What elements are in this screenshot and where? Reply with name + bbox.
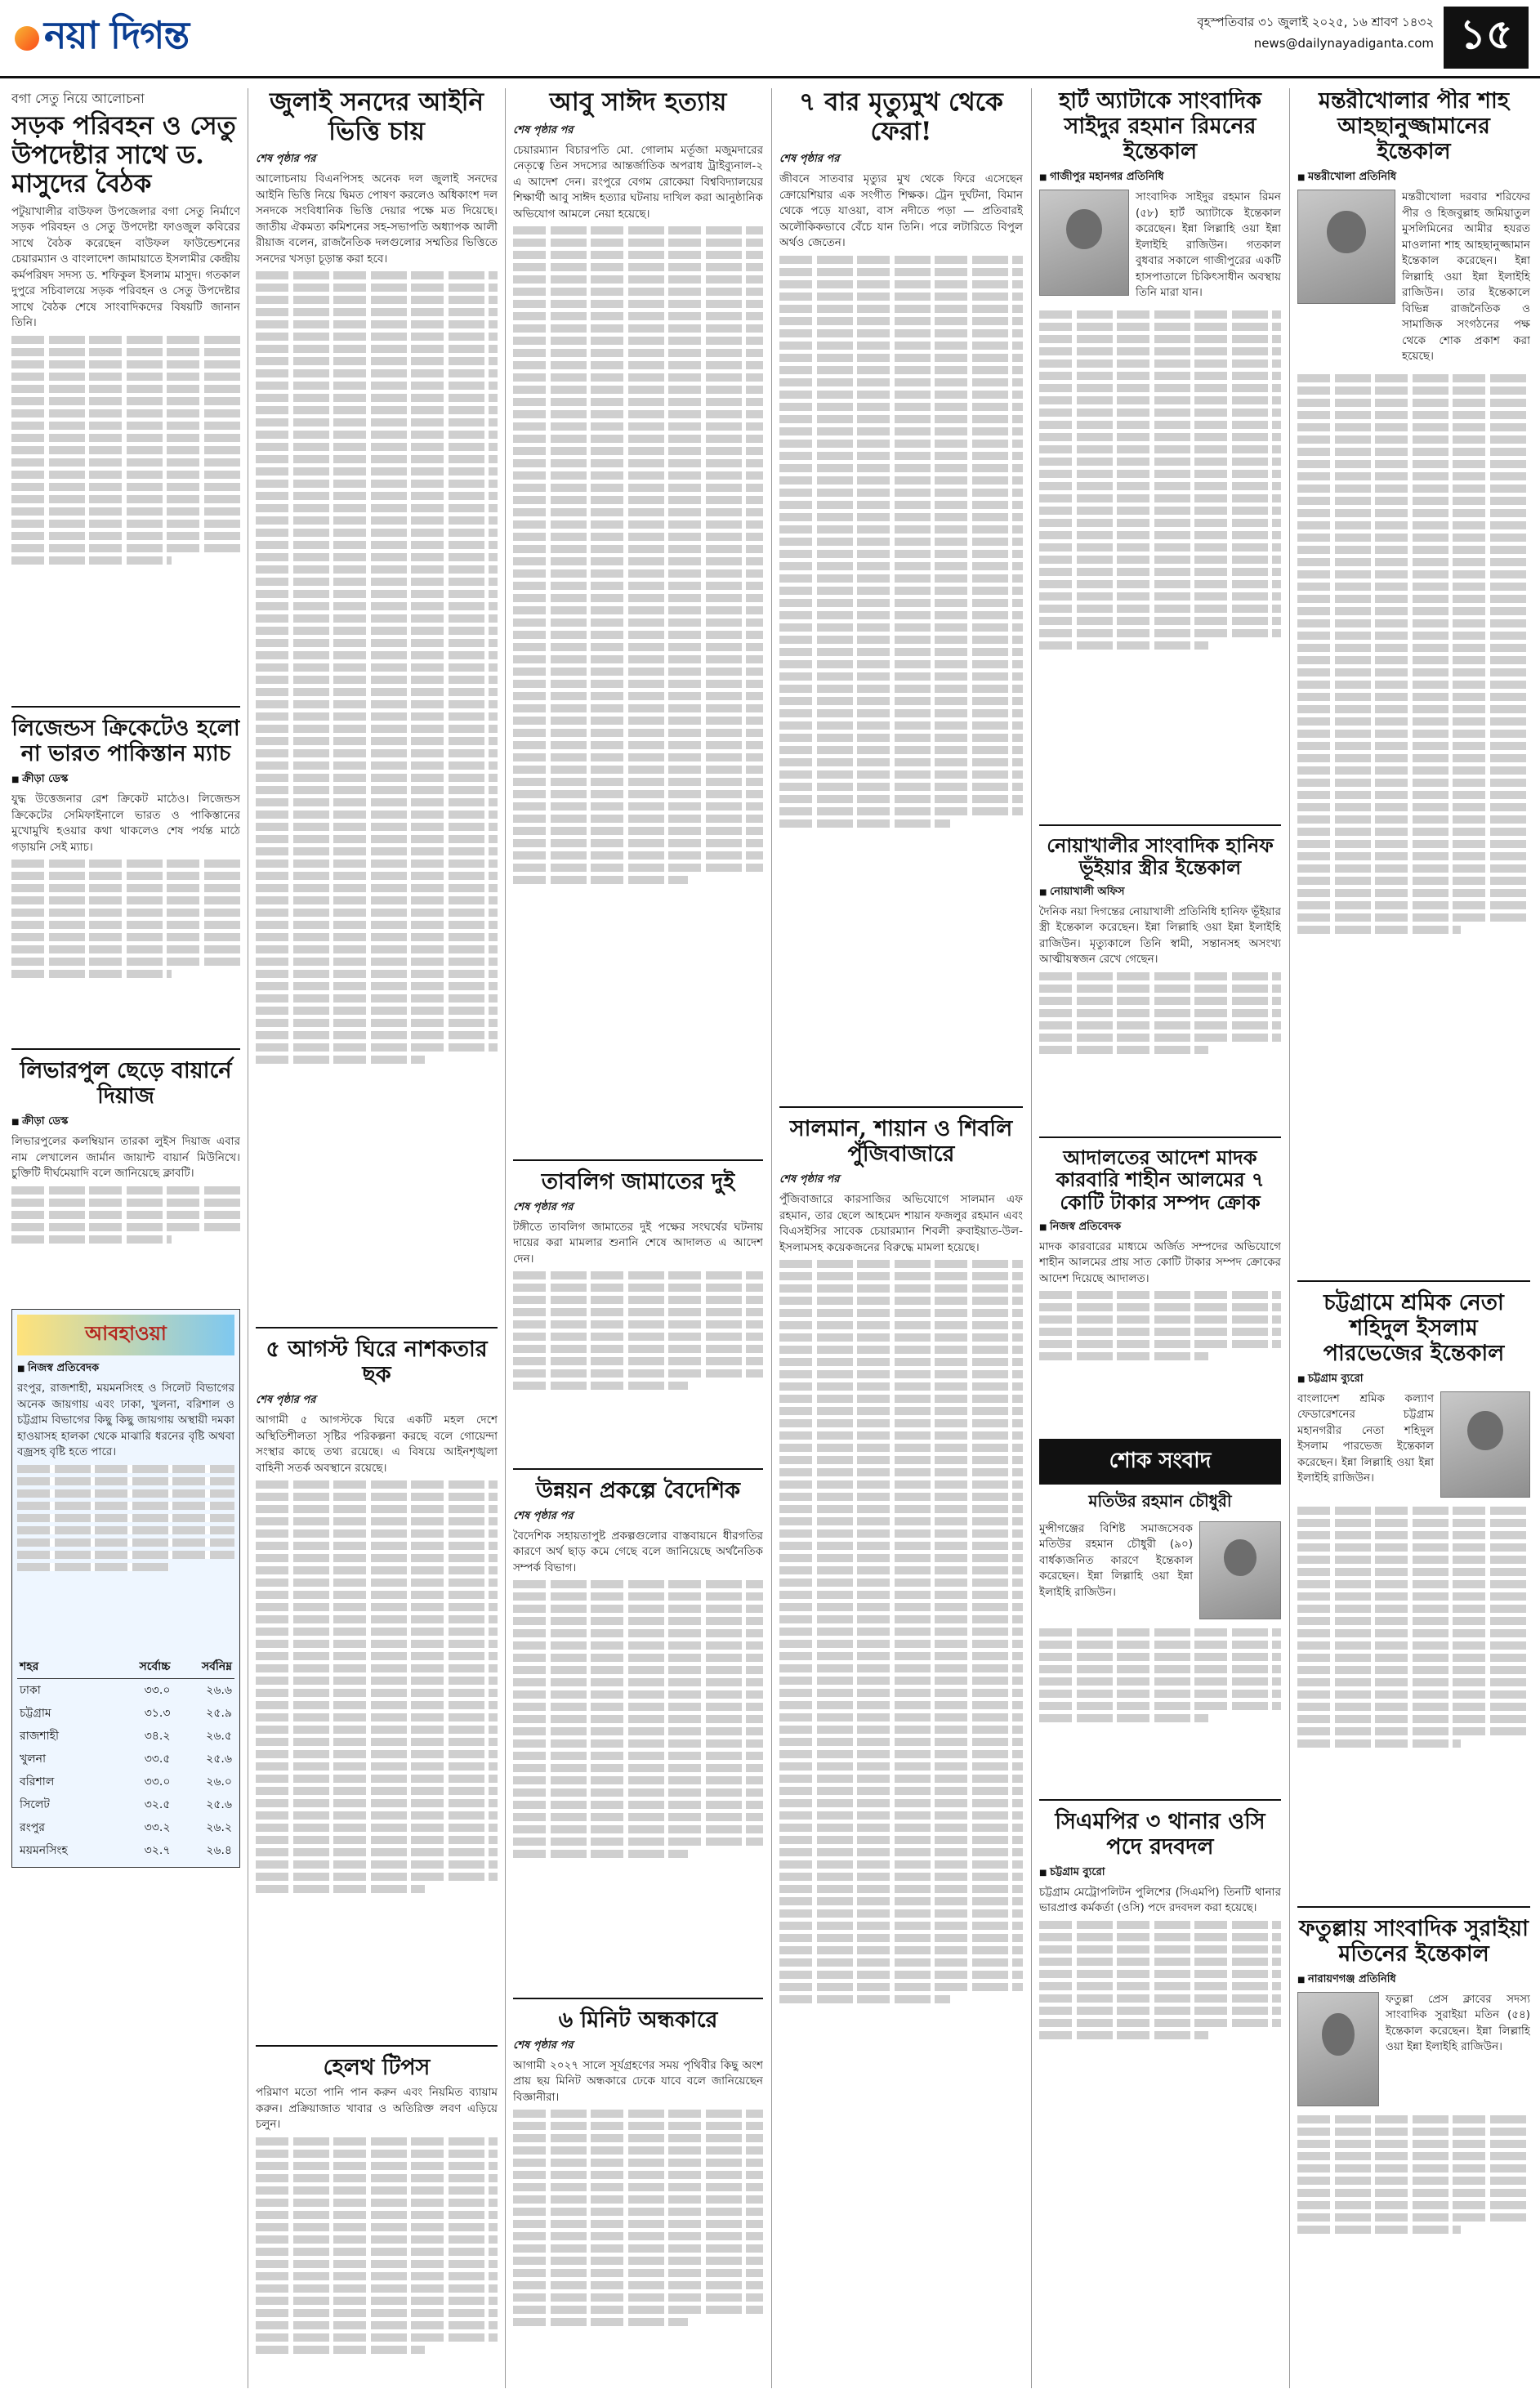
obituary-box[interactable] <box>1039 1439 1281 1788</box>
story-body: লিভারপুলের কলম্বিয়ান তারকা লুইস দিয়াজ এবার নাম লেখালেন জার্মান জায়ান্ট বায়ার্ন মিউনিখে। চুক্তিটি দীর্ঘমেয়াদি বলে জানিয়েছে ক্লাবটি। <box>11 1135 240 1181</box>
table-row: ঢাকা ৩৩.০ ২৬.৬ <box>20 1684 232 1698</box>
story-headline: আদালতের আদেশ মাদক কারবারি শাহীন আলমের ৭ কোটি টাকার সম্পদ ক্রোক <box>1056 1145 1265 1215</box>
story-pir-obituary[interactable] <box>1297 88 1530 1269</box>
story-byline: ■ নোয়াখালী অফিস <box>1039 884 1281 901</box>
story-jump: শেষ পৃষ্ঠার পর <box>513 1200 574 1213</box>
portrait-photo <box>1297 190 1395 304</box>
story-jump: শেষ পৃষ্ঠার পর <box>256 153 316 166</box>
portrait-photo <box>1297 1992 1379 2106</box>
story-headline: চট্টগ্রামে শ্রমিক নেতা শহিদুল ইসলাম পারভেজের ইন্তেকাল <box>1323 1289 1505 1366</box>
masthead-info <box>1197 11 1434 54</box>
story-body: মন্তরীখোলা দরবার শরিফের পীর ও হিজবুল্লাহ জমিয়াতুল মুসলিমিনের আমীর হযরত মাওলানা শাহ আহছানুজ্জামান ইন্তেকাল করেছেন। ইন্না লিল্লাহি ওয়া ইন্না ইলাইহি রাজিউন। তার ইন্তেকালে বিভিন্ন রাজনৈতিক ও সামাজিক সংগঠনের পক্ষ থেকে শোক প্রকাশ করা হয়েছে। <box>1402 190 1530 364</box>
story-body: ফতুল্লা প্রেস ক্লাবের সদস্য সাংবাদিক সুরাইয়া মতিন (৫৪) ইন্তেকাল করেছেন। ইন্না লিল্লাহি ওয়া ইন্না ইলাইহি রাজিউন। <box>1386 1992 1530 2054</box>
story-body: যুদ্ধ উত্তেজনার রেশ ক্রিকেট মাঠেও। লিজেন্ডস ক্রিকেটের সেমিফাইনালে ভারত ও পাকিস্তানের মুখোমুখি হওয়ার কথা থাকলেও শেষ পর্যন্ত মাঠে গড়ায়নি সেই ম্যাচ। <box>11 793 240 854</box>
story-labour-leader[interactable] <box>1297 1290 1530 1895</box>
weather-col-city: শহর <box>17 1655 109 1679</box>
column-1 <box>11 88 240 2388</box>
story-headline: উন্নয়ন প্রকল্পে বৈদেশিক <box>535 1477 740 1503</box>
table-row: রাজশাহী ৩৪.২ ২৬.৫ <box>20 1730 232 1744</box>
column-3 <box>513 88 763 2388</box>
story-abu-sayeed[interactable] <box>513 88 763 1148</box>
weather-table <box>17 1655 234 1862</box>
story-body: সাংবাদিক সাইদুর রহমান রিমন (৫৮) হার্ট অ্যাটাকে ইন্তেকাল করেছেন। ইন্না লিল্লাহি ওয়া ইন্না ইলাইহি রাজিউন। গতকাল বুধবার সকালে গাজীপুরের একটি হাসপাতালে চিকিৎসাধীন অবস্থায় তিনি মারা যান। <box>1136 190 1281 300</box>
story-headline: নোয়াখালীর সাংবাদিক হানিফ ভূঁইয়ার স্ত্রীর ইন্তেকাল <box>1047 833 1274 880</box>
portrait-photo <box>1440 1391 1530 1498</box>
story-body: মাদক কারবারের মাধ্যমে অর্জিত সম্পদের অভিযোগে শাহীন আলমের প্রায় সাত কোটি টাকার সম্পদ ক্রোকের আদেশ দিয়েছে আদালত। <box>1039 1239 1281 1285</box>
table-row: রংপুর ৩৩.২ ২৬.২ <box>20 1821 232 1835</box>
story-headline: জুলাই সনদের আইনি ভিত্তি চায় <box>270 88 484 146</box>
obituary-banner: শোক সংবাদ <box>1039 1439 1281 1485</box>
story-jump: শেষ পৃষ্ঠার পর <box>513 1509 574 1522</box>
story-headline: হার্ট অ্যাটাকে সাংবাদিক সাইদুর রহমান রিমনের ইন্তেকাল <box>1059 88 1261 165</box>
story-body: জীবনে সাতবার মৃত্যুর মুখ থেকে ফিরে এসেছেন ক্রোয়েশিয়ার এক সংগীত শিক্ষক। ট্রেন দুর্ঘটনা, বিমান থেকে পড়ে যাওয়া, বাস নদীতে পড়া — প্রতিবারই অলৌকিকভাবে বেঁচে যান তিনি। পরে লটারিতে বিপুল অর্থও জেতেন। <box>779 172 1023 250</box>
column-rule <box>505 88 506 2388</box>
story-health-tips[interactable] <box>256 2055 498 2388</box>
story-byline: ■ চট্টগ্রাম ব্যুরো <box>1297 1371 1530 1388</box>
story-august-sabotage[interactable] <box>256 1337 498 2034</box>
story-body: আগামী ২০২৭ সালে সূর্যগ্রহণের সময় পৃথিবীর কিছু অংশ প্রায় ছয় মিনিট অন্ধকারে ঢেকে যাবে বলে জানিয়েছেন বিজ্ঞানীরা। <box>513 2058 763 2104</box>
story-byline: ■ চট্টগ্রাম ব্যুরো <box>1039 1864 1281 1882</box>
weather-col-min: সর্বনিম্ন <box>172 1655 234 1679</box>
weather-byline: ■ নিজস্ব প্রতিবেদক <box>17 1360 234 1378</box>
story-headline: মন্তরীখোলার পীর শাহ আহছানুজ্জামানের ইন্তেকাল <box>1318 88 1510 165</box>
obituary-name: মতিউর রহমান চৌধুরী <box>1088 1490 1232 1511</box>
story-body: দৈনিক নয়া দিগন্তের নোয়াখালী প্রতিনিধি হানিফ ভূঁইয়ার স্ত্রী ইন্তেকাল করেছেন। ইন্না লিল্লাহি ওয়া ইন্না ইলাইহি রাজিউন। মৃত্যুকালে তিনি স্বামী, সন্তানসহ অসংখ্য আত্মীয়স্বজন রেখে গেছেন। <box>1039 904 1281 967</box>
story-jump: শেষ পৃষ্ঠার পর <box>513 2039 574 2052</box>
story-body: আগামী ৫ আগস্টকে ঘিরে একটি মহল দেশে অস্থিতিশীলতা সৃষ্টির পরিকল্পনা করছে বলে গোয়েন্দা সংস্থার কাছে তথ্য রয়েছে। এ বিষয়ে আইনশৃঙ্খলা বাহিনী সতর্ক অবস্থানে রয়েছে। <box>256 1413 498 1475</box>
story-byline: ■ গাজীপুর মহানগর প্রতিনিধি <box>1039 169 1281 186</box>
story-body: পটুয়াখালীর বাউফল উপজেলার বগা সেতু নির্মাণে সড়ক পরিবহন ও সেতু উপদেষ্টা ফাওজুল কবিরের সাথে বৈঠক করেছেন বাউফল ফাউন্ডেশনের চেয়ারম্যান ও বাংলাদেশ জামায়াতে ইসলামীর কেন্দ্রীয় কর্মপরিষদ সদস্য ড. শফিকুল ইসলাম মাসুদ। গতকাল দুপুরে সচিবালয়ে সড়ক পরিবহন ও সেতু উপদেষ্টার সাথে বৈঠক শেষে সাংবাদিকদের বিষয়টি জানান তিনি। <box>11 204 240 330</box>
story-jump: শেষ পৃষ্ঠার পর <box>779 1173 840 1186</box>
obituary-body: মুন্সীগঞ্জের বিশিষ্ট সমাজসেবক মতিউর রহমান চৌধুরী (৯০) বার্ধক্যজনিত কারণে ইন্তেকাল করেছেন। ইন্না লিল্লাহি ওয়া ইন্না ইলাইহি রাজিউন। <box>1039 1521 1193 1599</box>
table-row: সিলেট ৩২.৫ ২৫.৬ <box>20 1798 232 1812</box>
story-body: টঙ্গীতে তাবলিগ জামাতের দুই পক্ষের সংঘর্ষের ঘটনায় দায়ের করা মামলার শুনানি শেষে আদালত এ আদেশ দেন। <box>513 1220 763 1266</box>
story-headline: সিএমপির ৩ থানার ওসি পদে রদবদল <box>1055 1808 1265 1860</box>
story-body: পরিমাণ মতো পানি পান করুন এবং নিয়মিত ব্যায়াম করুন। প্রক্রিয়াজাত খাবার ও অতিরিক্ত লবণ এড়িয়ে চলুন। <box>256 2086 498 2132</box>
story-liverpool-diaz[interactable] <box>11 1058 240 1297</box>
column-6 <box>1297 88 1530 2388</box>
obituary-photo <box>1199 1521 1281 1619</box>
story-body: পুঁজিবাজারে কারসাজির অভিযোগে সালমান এফ রহমান, তার ছেলে আহমেদ শায়ান ফজলুর রহমান এবং বিএসইসির সাবেক চেয়ারম্যান শিবলী রুবাইয়াত-উল-ইসলামসহ কয়েকজনের বিরুদ্ধে মামলা হয়েছে। <box>779 1193 1023 1254</box>
weather-box[interactable] <box>11 1309 240 1868</box>
table-row: খুলনা ৩৩.৫ ২৫.৬ <box>20 1753 232 1766</box>
column-rule <box>1031 88 1032 2388</box>
story-body: চট্টগ্রাম মেট্রোপলিটন পুলিশের (সিএমপি) তিনটি থানার ভারপ্রাপ্ত কর্মকর্তা (ওসি) পদে রদবদল করা হয়েছে। <box>1039 1885 1281 1915</box>
story-drug-dealer-assets[interactable] <box>1039 1146 1281 1427</box>
story-byline: ■ ক্রীড়া ডেস্ক <box>11 1114 240 1131</box>
story-byline: ■ নারায়ণগঞ্জ প্রতিনিধি <box>1297 1972 1530 1989</box>
story-body: বৈদেশিক সহায়তাপুষ্ট প্রকল্পগুলোর বাস্তবায়নে ধীরগতির কারণে অর্থ ছাড় কমে গেছে বলে জানিয়েছে অর্থনৈতিক সম্পর্ক বিভাগ। <box>513 1529 763 1574</box>
story-legends-cricket[interactable] <box>11 716 240 1037</box>
story-headline: আবু সাঈদ হত্যায় <box>549 88 727 117</box>
story-jump: শেষ পৃষ্ঠার পর <box>513 123 574 136</box>
story-foreign-aid[interactable] <box>513 1478 763 1986</box>
story-headline: ফতুল্লায় সাংবাদিক সুরাইয়া মতিনের ইন্তেকাল <box>1299 1915 1529 1967</box>
story-fatullah-journalist[interactable] <box>1297 1916 1530 2324</box>
column-4 <box>779 88 1023 2388</box>
page-number: ১৫ <box>1444 7 1529 69</box>
story-kicker: বগা সেতু নিয়ে আলোচনা <box>11 91 145 106</box>
story-headline: লিভারপুল ছেড়ে বায়ার্নে দিয়াজ <box>20 1058 232 1110</box>
story-headline: ৬ মিনিট অন্ধকারে <box>558 2007 718 2033</box>
story-headline: সালমান, শায়ান ও শিবলি পুঁজিবাজারে <box>789 1116 1013 1168</box>
story-cmp-oc-reshuffle[interactable] <box>1039 1809 1281 2130</box>
website[interactable]: news@dailynayadiganta.com <box>1253 36 1434 51</box>
story-byline: ■ ক্রীড়া ডেস্ক <box>11 771 240 788</box>
story-body: চেয়ারম্যান বিচারপতি মো. গোলাম মর্তূজা মজুমদারের নেতৃত্বে তিন সদস্যের আন্তর্জাতিক অপরাধ ট্রাইব্যুনাল-২ এ আদেশ দেন। রংপুরে বেগম রোকেয়া বিশ্ববিদ্যালয়ের শিক্ষার্থী আবু সাঈদ হত্যার ঘটনায় দাখিল করা আনুষ্ঠানিক অভিযোগ আমলে নেয়া হয়েছে। <box>513 143 763 221</box>
table-row: ময়মনসিংহ ৩২.৭ ২৬.৪ <box>20 1844 232 1858</box>
story-seven-escapes[interactable] <box>779 88 1023 1095</box>
portrait-photo <box>1039 190 1129 296</box>
logo-sun-icon <box>15 26 39 51</box>
story-headline: হেলথ টিপস <box>323 2055 431 2081</box>
column-rule <box>1289 88 1290 2388</box>
table-row: বরিশাল ৩৩.০ ২৬.০ <box>20 1775 232 1789</box>
story-journalist-rimon[interactable] <box>1039 88 1281 813</box>
story-noakhali-journalist[interactable] <box>1039 834 1281 1125</box>
story-byline: ■ মন্তরীখোলা প্রতিনিধি <box>1297 169 1530 186</box>
column-rule <box>771 88 772 2388</box>
dateline: বৃহস্পতিবার ৩১ জুলাই ২০২৫, ১৬ শ্রাবণ ১৪৩২ <box>1197 15 1434 29</box>
column-2 <box>256 88 498 2388</box>
story-headline: সড়ক পরিবহন ও সেতু উপদেষ্টার সাথে ড. মাসুদের বৈঠক <box>11 111 236 199</box>
masthead <box>0 0 1540 78</box>
story-july-charter[interactable] <box>256 88 498 1315</box>
newspaper-logo[interactable] <box>15 8 189 69</box>
story-jump: শেষ পৃষ্ঠার পর <box>256 1394 316 1407</box>
weather-col-max: সর্বোচ্চ <box>109 1655 172 1679</box>
story-byline: ■ নিজস্ব প্রতিবেদক <box>1039 1219 1281 1236</box>
logo-text: নয়া দিগন্ত <box>44 13 190 57</box>
weather-body: রংপুর, রাজশাহী, ময়মনসিংহ ও সিলেট বিভাগের অনেক জায়গায় এবং ঢাকা, খুলনা, বরিশাল ও চট্টগ্রাম বিভাগের কিছু কিছু জায়গায় অস্থায়ী দমকা হাওয়াসহ হালকা থেকে মাঝারি ধরনের বৃষ্টি অথবা বজ্রসহ বৃষ্টি হতে পারে। <box>17 1382 234 1459</box>
table-row: চট্টগ্রাম ৩১.৩ ২৫.৯ <box>20 1707 232 1721</box>
story-headline: ৫ আগস্ট ঘিরে নাশকতার ছক <box>266 1337 488 1388</box>
story-six-minutes-dark[interactable] <box>513 2007 763 2388</box>
story-body: আলোচনায় বিএনপিসহ অনেক দল জুলাই সনদের আইনি ভিত্তি নিয়ে দ্বিমত পোষণ করলেও অধিকাংশ দল সনদকে সংবিধানিক ভিত্তি দেয়ার পক্ষে মত দিয়েছে। জাতীয় ঐকমত্য কমিশনের সহ-সভাপতি অধ্যাপক আলী রীয়াজ বলেন, রাজনৈতিক দলগুলোর সম্মতির ভিত্তিতে সনদের খসড়া চূড়ান্ত করা হবে। <box>256 172 498 266</box>
weather-title: আবহাওয়া <box>17 1315 234 1355</box>
column-5 <box>1039 88 1281 2388</box>
story-bridge-meeting[interactable] <box>11 88 240 694</box>
story-jump: শেষ পৃষ্ঠার পর <box>779 153 840 166</box>
story-headline: লিজেন্ডস ক্রিকেটেও হলো না ভারত পাকিস্তান ম্যাচ <box>11 715 240 766</box>
story-headline: তাবলিগ জামাতের দুই <box>541 1168 735 1195</box>
story-body: বাংলাদেশ শ্রমিক কল্যাণ ফেডারেশনের চট্টগ্রাম মহানগরীর নেতা শহিদুল ইসলাম পারভেজ ইন্তেকাল করেছেন। ইন্না লিল্লাহি ওয়া ইন্না ইলাইহি রাজিউন। <box>1297 1391 1434 1485</box>
story-tabligh[interactable] <box>513 1169 763 1457</box>
story-headline: ৭ বার মৃত্যুমুখ থেকে ফেরা! <box>799 88 1003 146</box>
story-stock-market-case[interactable] <box>779 1116 1023 2377</box>
